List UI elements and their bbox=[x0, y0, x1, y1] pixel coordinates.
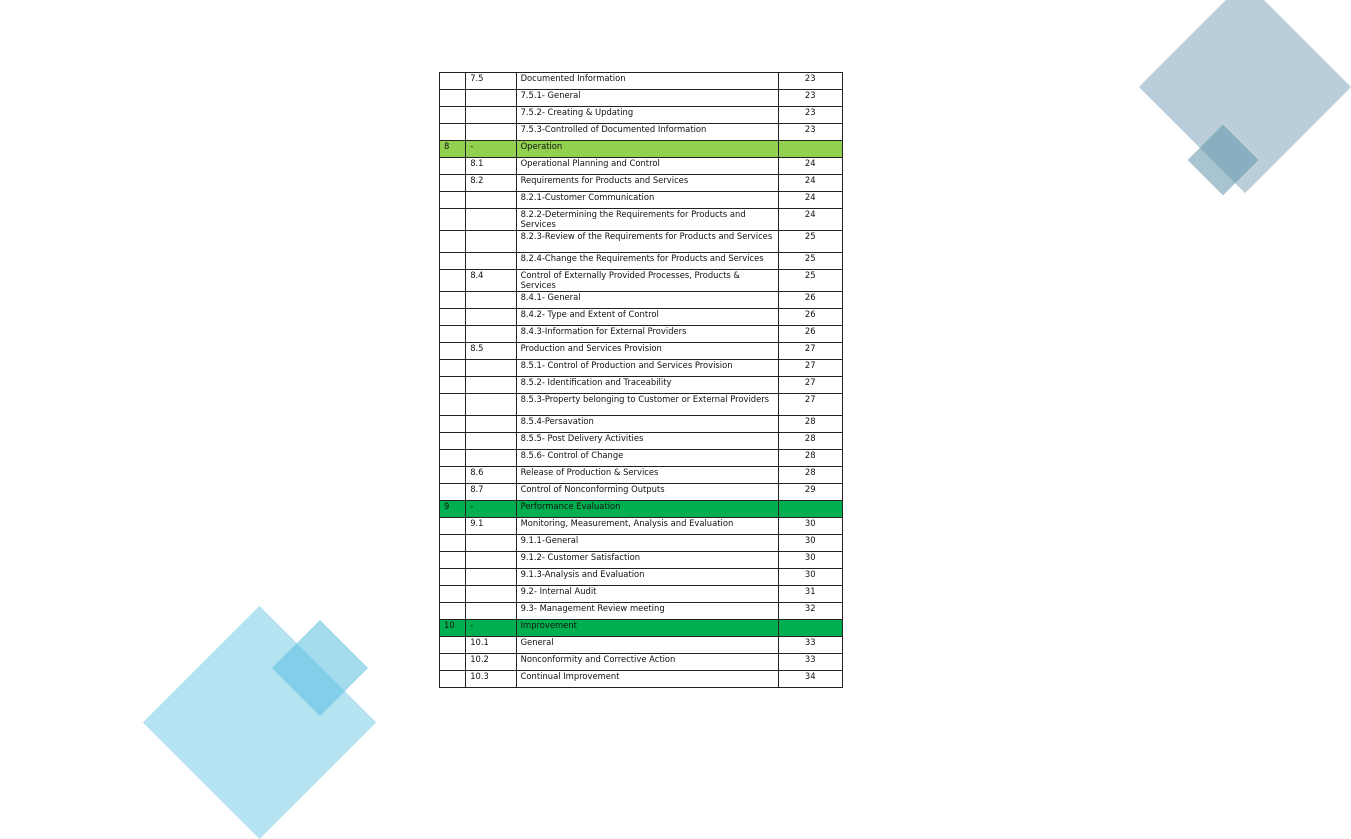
toc-row bbox=[440, 360, 843, 377]
toc-page-cell: 26 bbox=[778, 292, 843, 309]
toc-chapter-cell bbox=[440, 637, 466, 654]
toc-page-cell: 24 bbox=[778, 158, 843, 175]
toc-page-cell: 32 bbox=[778, 603, 843, 620]
toc-section-cell bbox=[466, 309, 516, 326]
toc-row bbox=[440, 637, 843, 654]
toc-title-cell: 8.4.3-Information for External Providers bbox=[516, 326, 778, 343]
toc-page-cell: 28 bbox=[778, 450, 843, 467]
toc-section-cell bbox=[466, 107, 516, 124]
toc-title-cell: 8.2.3-Review of the Requirements for Products and Services bbox=[516, 231, 778, 253]
toc-section-cell bbox=[466, 433, 516, 450]
toc-section-cell: 7.5 bbox=[466, 73, 516, 90]
toc-section-cell bbox=[466, 192, 516, 209]
toc-page-cell: 29 bbox=[778, 484, 843, 501]
toc-chapter-cell bbox=[440, 552, 466, 569]
toc-section-cell: 8.5 bbox=[466, 343, 516, 360]
toc-title-cell: 8.5.4-Persavation bbox=[516, 416, 778, 433]
toc-chapter-cell bbox=[440, 416, 466, 433]
toc-page-cell: 33 bbox=[778, 654, 843, 671]
toc-chapter-cell bbox=[440, 569, 466, 586]
toc-page-cell: 30 bbox=[778, 518, 843, 535]
toc-page-cell: 34 bbox=[778, 671, 843, 688]
toc-row bbox=[440, 586, 843, 603]
toc-chapter-cell bbox=[440, 467, 466, 484]
toc-chapter-heading-row bbox=[440, 141, 843, 158]
toc-title-cell: 9.1.2- Customer Satisfaction bbox=[516, 552, 778, 569]
toc-section-cell: - bbox=[466, 501, 516, 518]
toc-title-cell: 9.2- Internal Audit bbox=[516, 586, 778, 603]
toc-row bbox=[440, 292, 843, 309]
toc-title-cell: Operation bbox=[516, 141, 778, 158]
toc-row bbox=[440, 90, 843, 107]
toc-page-cell: 30 bbox=[778, 569, 843, 586]
toc-title-cell: 8.5.5- Post Delivery Activities bbox=[516, 433, 778, 450]
toc-rows bbox=[440, 73, 843, 688]
toc-chapter-cell bbox=[440, 518, 466, 535]
table-of-contents-page bbox=[439, 72, 843, 681]
toc-row bbox=[440, 552, 843, 569]
toc-title-cell: Nonconformity and Corrective Action bbox=[516, 654, 778, 671]
toc-title-cell: General bbox=[516, 637, 778, 654]
toc-row bbox=[440, 450, 843, 467]
toc-title-cell: 8.4.1- General bbox=[516, 292, 778, 309]
toc-section-cell bbox=[466, 552, 516, 569]
toc-page-cell: 23 bbox=[778, 107, 843, 124]
toc-title-cell: 8.5.3-Property belonging to Customer or External Providers bbox=[516, 394, 778, 416]
toc-row bbox=[440, 467, 843, 484]
toc-chapter-cell: 8 bbox=[440, 141, 466, 158]
toc-section-cell: 8.6 bbox=[466, 467, 516, 484]
toc-chapter-cell bbox=[440, 586, 466, 603]
toc-section-cell: 10.1 bbox=[466, 637, 516, 654]
toc-title-cell: 9.1.1-General bbox=[516, 535, 778, 552]
toc-row bbox=[440, 416, 843, 433]
toc-section-cell bbox=[466, 450, 516, 467]
toc-page-cell: 25 bbox=[778, 270, 843, 292]
toc-section-cell: 10.2 bbox=[466, 654, 516, 671]
toc-section-cell: - bbox=[466, 620, 516, 637]
toc-chapter-cell: 10 bbox=[440, 620, 466, 637]
toc-chapter-cell bbox=[440, 450, 466, 467]
toc-row bbox=[440, 569, 843, 586]
toc-page-cell: 24 bbox=[778, 192, 843, 209]
toc-section-cell bbox=[466, 535, 516, 552]
toc-chapter-cell: 9 bbox=[440, 501, 466, 518]
toc-row bbox=[440, 124, 843, 141]
toc-chapter-cell bbox=[440, 231, 466, 253]
toc-row bbox=[440, 377, 843, 394]
toc-page-cell: 26 bbox=[778, 326, 843, 343]
toc-chapter-cell bbox=[440, 484, 466, 501]
toc-section-cell bbox=[466, 394, 516, 416]
toc-row bbox=[440, 209, 843, 231]
toc-row bbox=[440, 192, 843, 209]
toc-title-cell: 8.2.4-Change the Requirements for Products and Services bbox=[516, 253, 778, 270]
toc-chapter-cell bbox=[440, 654, 466, 671]
toc-chapter-heading-row bbox=[440, 501, 843, 518]
toc-page-cell: 23 bbox=[778, 124, 843, 141]
toc-row bbox=[440, 671, 843, 688]
toc-section-cell bbox=[466, 253, 516, 270]
toc-page-cell: 28 bbox=[778, 433, 843, 450]
toc-section-cell bbox=[466, 292, 516, 309]
toc-row bbox=[440, 394, 843, 416]
toc-section-cell bbox=[466, 209, 516, 231]
toc-title-cell: 8.5.6- Control of Change bbox=[516, 450, 778, 467]
toc-section-cell: 8.4 bbox=[466, 270, 516, 292]
toc-chapter-cell bbox=[440, 603, 466, 620]
toc-chapter-cell bbox=[440, 73, 466, 90]
toc-row bbox=[440, 231, 843, 253]
toc-chapter-cell bbox=[440, 326, 466, 343]
toc-section-cell: 8.2 bbox=[466, 175, 516, 192]
toc-title-cell: Improvement bbox=[516, 620, 778, 637]
toc-row bbox=[440, 158, 843, 175]
toc-section-cell bbox=[466, 586, 516, 603]
toc-chapter-cell bbox=[440, 90, 466, 107]
toc-page-cell: 28 bbox=[778, 467, 843, 484]
toc-section-cell bbox=[466, 569, 516, 586]
toc-row bbox=[440, 433, 843, 450]
toc-chapter-cell bbox=[440, 270, 466, 292]
toc-title-cell: 8.5.2- Identification and Traceability bbox=[516, 377, 778, 394]
toc-title-cell: Documented Information bbox=[516, 73, 778, 90]
toc-section-cell: - bbox=[466, 141, 516, 158]
toc-row bbox=[440, 535, 843, 552]
toc-title-cell: 7.5.1- General bbox=[516, 90, 778, 107]
toc-section-cell bbox=[466, 416, 516, 433]
toc-page-cell: 27 bbox=[778, 343, 843, 360]
toc-section-cell bbox=[466, 377, 516, 394]
toc-row bbox=[440, 518, 843, 535]
toc-page-cell: 26 bbox=[778, 309, 843, 326]
toc-chapter-cell bbox=[440, 175, 466, 192]
toc-title-cell: Operational Planning and Control bbox=[516, 158, 778, 175]
toc-chapter-cell bbox=[440, 433, 466, 450]
toc-page-cell: 28 bbox=[778, 416, 843, 433]
toc-chapter-cell bbox=[440, 360, 466, 377]
toc-title-cell: Control of Externally Provided Processes, Products & Services bbox=[516, 270, 778, 292]
toc-page-cell: 27 bbox=[778, 394, 843, 416]
toc-page-cell: 25 bbox=[778, 253, 843, 270]
toc-page-cell: 27 bbox=[778, 360, 843, 377]
toc-chapter-cell bbox=[440, 671, 466, 688]
toc-title-cell: Performance Evaluation bbox=[516, 501, 778, 518]
toc-chapter-cell bbox=[440, 192, 466, 209]
toc-title-cell: 8.5.1- Control of Production and Services Provision bbox=[516, 360, 778, 377]
toc-row bbox=[440, 654, 843, 671]
toc-chapter-cell bbox=[440, 394, 466, 416]
toc-chapter-cell bbox=[440, 158, 466, 175]
toc-section-cell bbox=[466, 603, 516, 620]
toc-title-cell: Continual Improvement bbox=[516, 671, 778, 688]
toc-row bbox=[440, 107, 843, 124]
toc-page-cell: 31 bbox=[778, 586, 843, 603]
toc-row bbox=[440, 603, 843, 620]
toc-chapter-cell bbox=[440, 209, 466, 231]
toc-page-cell: 23 bbox=[778, 90, 843, 107]
toc-page-cell: 24 bbox=[778, 209, 843, 231]
toc-row bbox=[440, 309, 843, 326]
toc-chapter-cell bbox=[440, 292, 466, 309]
toc-page-cell: 23 bbox=[778, 73, 843, 90]
toc-section-cell: 8.7 bbox=[466, 484, 516, 501]
toc-title-cell: 7.5.3-Controlled of Documented Information bbox=[516, 124, 778, 141]
toc-chapter-cell bbox=[440, 535, 466, 552]
toc-title-cell: Control of Nonconforming Outputs bbox=[516, 484, 778, 501]
toc-chapter-cell bbox=[440, 107, 466, 124]
toc-row bbox=[440, 175, 843, 192]
toc-page-cell: 30 bbox=[778, 535, 843, 552]
toc-chapter-heading-row bbox=[440, 620, 843, 637]
toc-title-cell: 9.1.3-Analysis and Evaluation bbox=[516, 569, 778, 586]
toc-row bbox=[440, 343, 843, 360]
toc-row bbox=[440, 484, 843, 501]
toc-chapter-cell bbox=[440, 377, 466, 394]
toc-row bbox=[440, 270, 843, 292]
toc-chapter-cell bbox=[440, 309, 466, 326]
toc-row bbox=[440, 73, 843, 90]
table-of-contents bbox=[439, 72, 843, 688]
toc-chapter-cell bbox=[440, 253, 466, 270]
toc-title-cell: 7.5.2- Creating & Updating bbox=[516, 107, 778, 124]
toc-chapter-cell bbox=[440, 343, 466, 360]
toc-page-cell: 25 bbox=[778, 231, 843, 253]
toc-section-cell bbox=[466, 326, 516, 343]
toc-row bbox=[440, 326, 843, 343]
toc-title-cell: 9.3- Management Review meeting bbox=[516, 603, 778, 620]
toc-section-cell: 8.1 bbox=[466, 158, 516, 175]
toc-title-cell: Monitoring, Measurement, Analysis and Evaluation bbox=[516, 518, 778, 535]
toc-title-cell: Requirements for Products and Services bbox=[516, 175, 778, 192]
toc-page-cell: 24 bbox=[778, 175, 843, 192]
toc-page-cell bbox=[778, 141, 843, 158]
toc-title-cell: 8.4.2- Type and Extent of Control bbox=[516, 309, 778, 326]
toc-page-cell: 30 bbox=[778, 552, 843, 569]
toc-page-cell bbox=[778, 501, 843, 518]
toc-section-cell bbox=[466, 231, 516, 253]
toc-title-cell: Production and Services Provision bbox=[516, 343, 778, 360]
toc-row bbox=[440, 253, 843, 270]
toc-title-cell: Release of Production & Services bbox=[516, 467, 778, 484]
toc-page-cell: 27 bbox=[778, 377, 843, 394]
toc-page-cell: 33 bbox=[778, 637, 843, 654]
toc-section-cell: 10.3 bbox=[466, 671, 516, 688]
toc-title-cell: 8.2.1-Customer Communication bbox=[516, 192, 778, 209]
toc-section-cell bbox=[466, 124, 516, 141]
toc-section-cell: 9.1 bbox=[466, 518, 516, 535]
toc-section-cell bbox=[466, 360, 516, 377]
toc-section-cell bbox=[466, 90, 516, 107]
toc-page-cell bbox=[778, 620, 843, 637]
toc-chapter-cell bbox=[440, 124, 466, 141]
toc-title-cell: 8.2.2-Determining the Requirements for Products and Services bbox=[516, 209, 778, 231]
